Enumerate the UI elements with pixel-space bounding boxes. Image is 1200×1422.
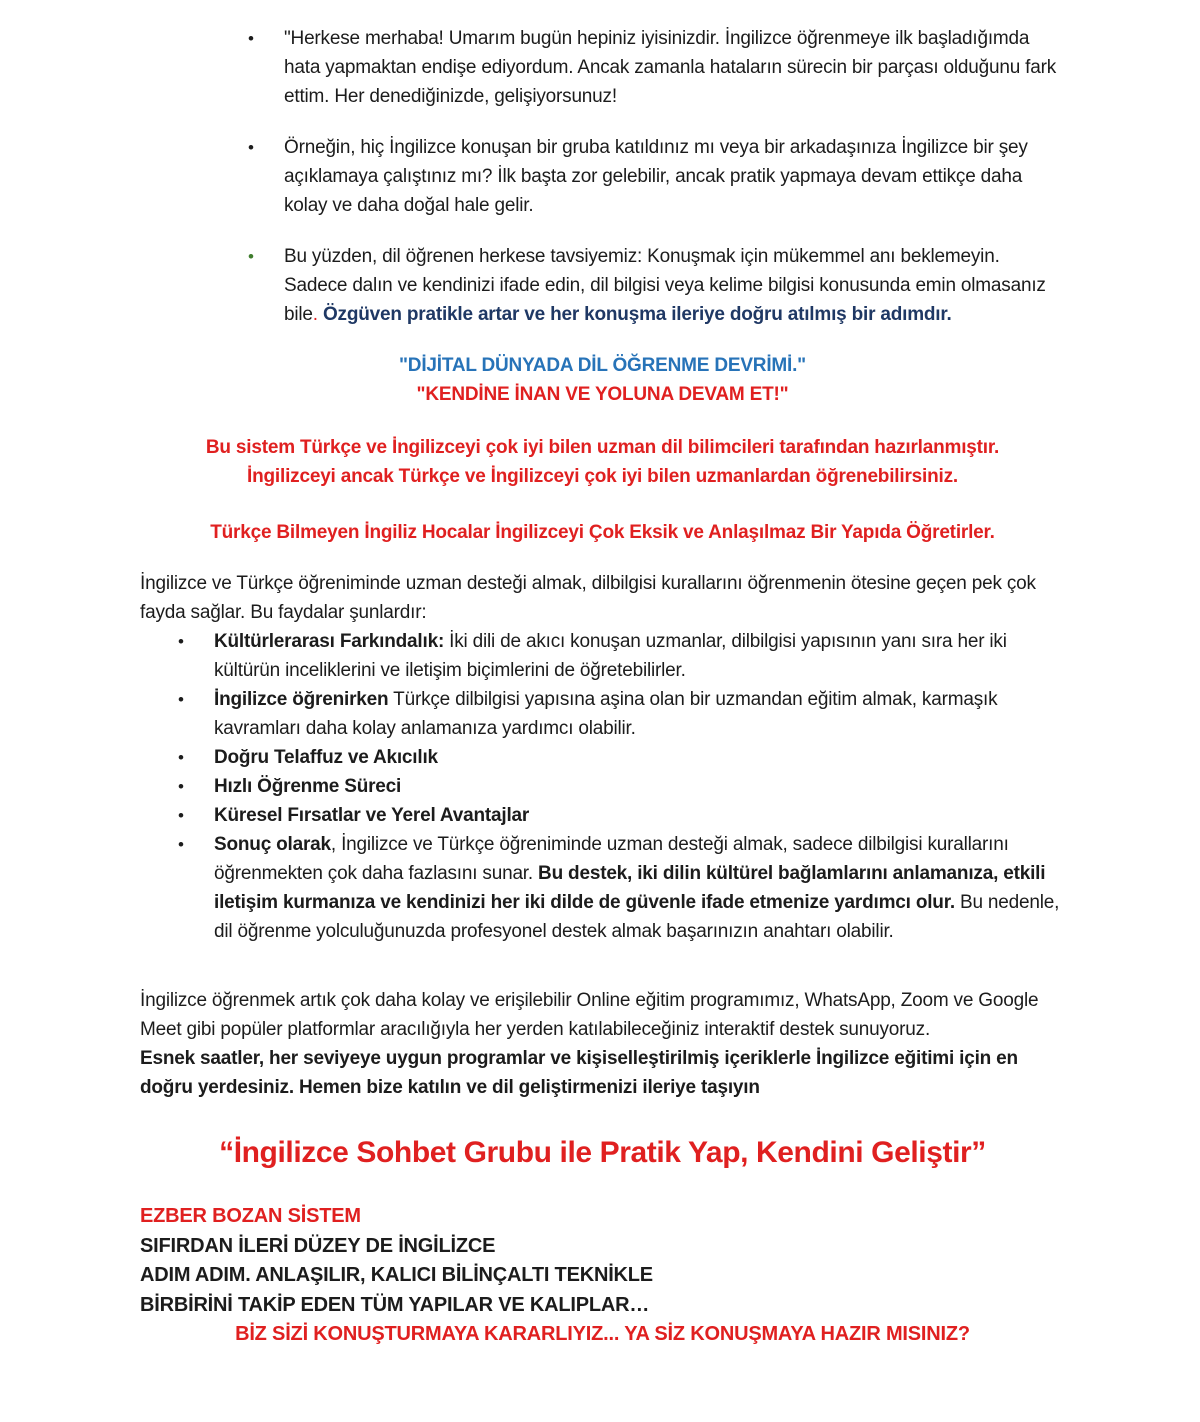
red-claims	[140, 433, 1065, 491]
list-item-text	[214, 743, 1065, 772]
benefit-description: İki dili de akıcı konuşan uzmanlar, dilbilgisi yapısının yanı sıra her iki kültürün inceliklerini ve iletişim biçimlerini de öğretebilirler.	[214, 631, 1007, 681]
footer-block	[140, 1202, 1065, 1350]
list-item	[140, 685, 1065, 743]
paragraph-text: "Herkese merhaba! Umarım bugün hepiniz iyisinizdir. İngilizce öğrenmeye ilk başladığımda hata yapmaktan endişe ediyordum. Ancak zamanla hataların sürecin bir parçası olduğunu fark ettim. Her denediğinizde, gelişiyorsunuz!	[284, 28, 1057, 107]
list-item	[140, 242, 1065, 329]
online-paragraph-bold: Esnek saatler, her seviyeye uygun programlar ve kişiselleştirilmiş içeriklerle İngilizce eğitimi için en doğru yerdesiniz. Hemen bize katılın ve dil geliştirmenizi ileriye taşıyın	[140, 1048, 1018, 1098]
list-item-text	[214, 627, 1065, 685]
online-paragraph: İngilizce öğrenmek artık çok daha kolay ve erişilebilir Online eğitim programımız, WhatsApp, Zoom ve Google Meet gibi popüler platformlar aracılığıyla her yerden katılabileceğiniz interaktif destek sunuyoruz.	[140, 990, 1039, 1040]
bullet-icon: •	[178, 777, 184, 796]
list-item	[140, 801, 1065, 830]
list-item-text	[284, 133, 1065, 220]
bullet-icon: •	[178, 632, 184, 651]
bullet-icon: •	[178, 690, 184, 709]
bullet-icon: •	[178, 748, 184, 767]
list-item	[140, 830, 1065, 946]
benefit-description: Bu nedenle, dil öğrenme yolculuğunuzda profesyonel destek almak başarınızın anahtarı olabilir.	[214, 892, 1060, 942]
bullet-icon: •	[248, 138, 254, 157]
quote-heading-red: "KENDİNE İNAN VE YOLUNA DEVAM ET!"	[416, 384, 789, 405]
footer-line: BİRBİRİNİ TAKİP EDEN TÜM YAPILAR VE KALIPLAR…	[140, 1293, 650, 1316]
emphasis-text: Özgüven pratikle artar ve her konuşma ileriye doğru atılmış bir adımdır.	[322, 304, 952, 325]
bullet-icon: •	[248, 29, 254, 48]
list-item	[140, 772, 1065, 801]
benefit-term: Küresel Fırsatlar ve Yerel Avantajlar	[214, 805, 530, 826]
list-item-text	[214, 830, 1065, 946]
benefit-term: Kültürlerarası Farkındalık:	[214, 631, 445, 652]
list-item	[140, 24, 1065, 111]
bullet-icon: •	[248, 247, 254, 266]
footer-line: ADIM ADIM. ANLAŞILIR, KALICI BİLİNÇALTI TEKNİKLE	[140, 1264, 653, 1286]
list-item-text	[214, 685, 1065, 743]
benefit-term: Hızlı Öğrenme Süreci	[214, 776, 402, 797]
quote-heading-blue: "DİJİTAL DÜNYADA DİL ÖĞRENME DEVRİMİ."	[399, 355, 806, 376]
list-item-text	[214, 772, 1065, 801]
red-period: .	[312, 304, 318, 325]
bullet-icon: •	[178, 806, 184, 825]
list-item	[140, 743, 1065, 772]
page-title: “İngilizce Sohbet Grubu ile Pratik Yap, Kendini Geliştir”	[219, 1136, 986, 1169]
paragraph-text: Bu yüzden, dil öğrenen herkese tavsiyemiz: Konuşmak için mükemmel anı beklemeyin. Sadece dalın ve kendinizi ifade edin, dil bilgisi veya kelime bilgisi konusunda emin olmasanız bile	[284, 246, 1046, 325]
claim-line: Türkçe Bilmeyen İngiliz Hocalar İngilizceyi Çok Eksik ve Anlaşılmaz Bir Yapıda Öğretirler.	[210, 522, 995, 543]
footer-line-red: EZBER BOZAN SİSTEM	[140, 1205, 361, 1227]
benefits-intro-paragraph: İngilizce ve Türkçe öğreniminde uzman desteği almak, dilbilgisi kurallarını öğrenmenin ötesine geçen pek çok fayda sağlar. Bu faydalar şunlardır:	[140, 573, 1036, 623]
list-item-text	[284, 242, 1065, 329]
list-item	[140, 133, 1065, 220]
claim-line: Bu sistem Türkçe ve İngilizceyi çok iyi bilen uzman dil bilimcileri tarafından hazırlanmıştır.	[205, 437, 1000, 458]
list-item-text	[284, 24, 1065, 111]
benefit-term: İngilizce öğrenirken	[214, 689, 389, 710]
benefit-term: Doğru Telaffuz ve Akıcılık	[214, 747, 438, 768]
list-item	[140, 627, 1065, 685]
footer-line: SIFIRDAN İLERİ DÜZEY DE İNGİLİZCE	[140, 1234, 496, 1257]
paragraph-text: Örneğin, hiç İngilizce konuşan bir gruba katıldınız mı veya bir arkadaşınıza İngilizce bir şey açıklamaya çalıştınız mı? İlk başta zor gelebilir, ancak pratik yapmaya devam ettikçe daha kolay ve daha doğal hale gelir.	[284, 137, 1028, 216]
benefit-emphasis: Bu destek, iki dilin kültürel bağlamlarını anlamanıza, etkili iletişim kurmanıza ve kendinizi her iki dilde de güvenle ifade etmenize yardımcı olur.	[214, 863, 1046, 913]
bullet-icon: •	[178, 835, 184, 854]
list-item-text	[214, 801, 1065, 830]
claim-line: İngilizceyi ancak Türkçe ve İngilizceyi çok iyi bilen uzmanlardan öğrenebilirsiniz.	[247, 466, 958, 487]
benefit-description: , İngilizce ve Türkçe öğreniminde uzman desteği almak, sadece dilbilgisi kurallarını öğrenmekten çok daha fazlasını sunar.	[214, 834, 1009, 884]
benefit-description: Türkçe dilbilgisi yapısına aşina olan bir uzmandan eğitim almak, karmaşık kavramları daha kolay anlamanıza yardımcı olabilir.	[214, 689, 998, 739]
benefit-term: Sonuç olarak	[214, 834, 331, 855]
footer-line-red: BİZ SİZİ KONUŞTURMAYA KARARLIYIZ... YA SİZ KONUŞMAYA HAZIR MISINIZ?	[235, 1323, 970, 1345]
